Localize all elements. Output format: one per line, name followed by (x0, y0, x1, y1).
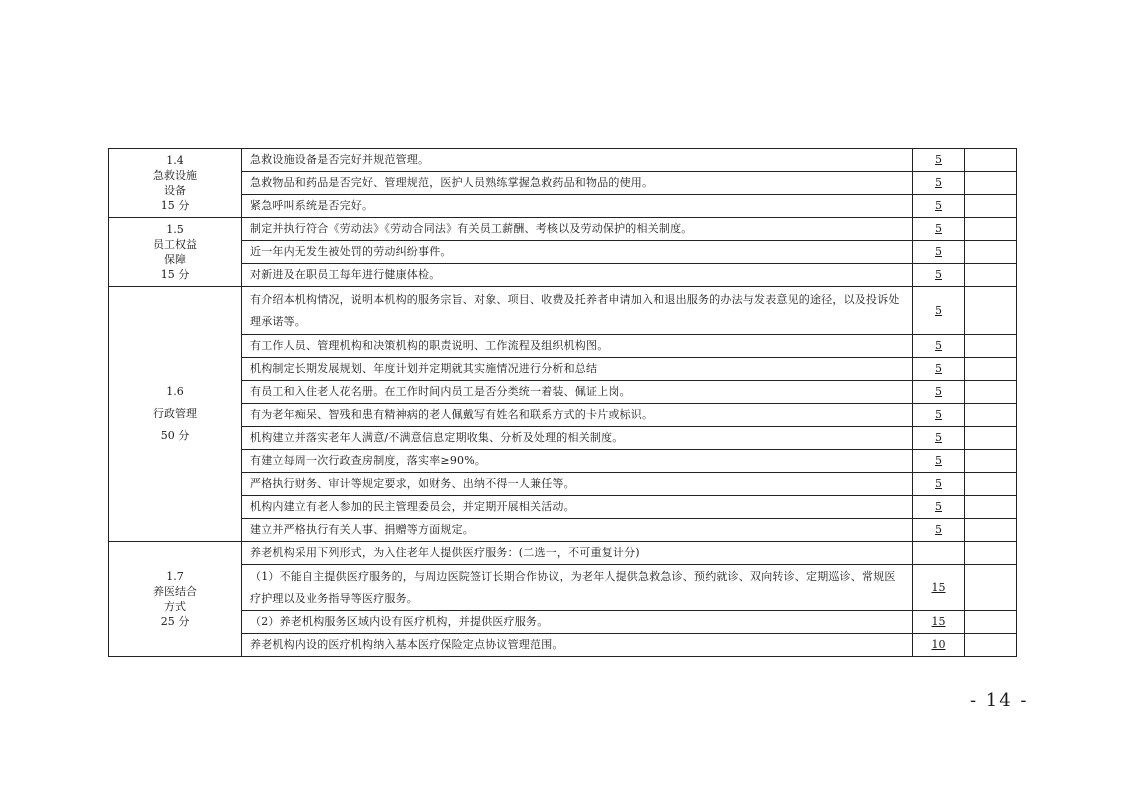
criterion-text: 机构制定长期发展规划、年度计划并定期就其实施情况进行分析和总结 (242, 358, 913, 381)
category-cell-1-5 (109, 218, 242, 287)
category-name: 急救设施 (153, 169, 197, 182)
category-cell-1-7 (109, 542, 242, 657)
criterion-score: 5 (913, 496, 965, 519)
criterion-text: 有员工和入住老人花名册。在工作时间内员工是否分类统一着装、佩证上岗。 (242, 381, 913, 404)
criterion-score: 5 (913, 195, 965, 218)
criterion-score: 15 (913, 565, 965, 611)
category-name: 保障 (164, 253, 186, 266)
criterion-score: 5 (913, 149, 965, 172)
criterion-score (913, 542, 965, 565)
criterion-text: 制定并执行符合《劳动法》《劳动合同法》有关员工薪酬、考核以及劳动保护的相关制度。 (242, 218, 913, 241)
criterion-score: 5 (913, 172, 965, 195)
table-row (109, 496, 1017, 519)
actual-score-cell (965, 611, 1017, 634)
category-code: 1.7 (166, 570, 184, 583)
criterion-score: 5 (913, 404, 965, 427)
category-code: 1.4 (166, 154, 184, 167)
criterion-score: 5 (913, 381, 965, 404)
category-points: 15 分 (160, 268, 190, 281)
criterion-text: 急救设施设备是否完好并规范管理。 (242, 149, 913, 172)
category-points: 50 分 (160, 429, 190, 442)
category-points: 15 分 (160, 199, 190, 212)
actual-score-cell (965, 404, 1017, 427)
category-name: 员工权益 (153, 238, 197, 251)
table-row (109, 335, 1017, 358)
table-row (109, 287, 1017, 335)
table-row (109, 450, 1017, 473)
actual-score-cell (965, 195, 1017, 218)
table-row (109, 195, 1017, 218)
criterion-score: 5 (913, 335, 965, 358)
criterion-text: 有为老年痴呆、智残和患有精神病的老人佩戴写有姓名和联系方式的卡片或标识。 (242, 404, 913, 427)
table-row (109, 542, 1017, 565)
table-row (109, 264, 1017, 287)
category-name: 养医结合 (153, 585, 197, 598)
actual-score-cell (965, 381, 1017, 404)
table-row (109, 565, 1017, 611)
criterion-text: 近一年内无发生被处罚的劳动纠纷事件。 (242, 241, 913, 264)
category-name: 设备 (164, 184, 186, 197)
criterion-score: 5 (913, 218, 965, 241)
actual-score-cell (965, 473, 1017, 496)
table-row (109, 172, 1017, 195)
actual-score-cell (965, 287, 1017, 335)
actual-score-cell (965, 496, 1017, 519)
actual-score-cell (965, 634, 1017, 657)
table-row (109, 358, 1017, 381)
actual-score-cell (965, 218, 1017, 241)
category-code: 1.5 (166, 223, 184, 236)
page-number: - 14 - (970, 690, 1029, 711)
criterion-text: 有介绍本机构情况，说明本机构的服务宗旨、对象、项目、收费及托养者申请加入和退出服务的办法与发表意见的途径，以及投诉处理承诺等。 (242, 287, 913, 335)
table-row (109, 241, 1017, 264)
actual-score-cell (965, 149, 1017, 172)
table-row (109, 473, 1017, 496)
actual-score-cell (965, 542, 1017, 565)
table-row (109, 427, 1017, 450)
criterion-text: 有建立每周一次行政查房制度，落实率≥90%。 (242, 450, 913, 473)
scoring-table (108, 148, 1017, 657)
actual-score-cell (965, 427, 1017, 450)
actual-score-cell (965, 172, 1017, 195)
actual-score-cell (965, 358, 1017, 381)
criterion-score: 5 (913, 427, 965, 450)
criterion-score: 5 (913, 264, 965, 287)
criterion-text: 对新进及在职员工每年进行健康体检。 (242, 264, 913, 287)
table-row (109, 634, 1017, 657)
criterion-score: 5 (913, 358, 965, 381)
actual-score-cell (965, 565, 1017, 611)
criterion-text: （1）不能自主提供医疗服务的，与周边医院签订长期合作协议，为老年人提供急救急诊、预约就诊、双向转诊、定期巡诊、常规医疗护理以及业务指导等医疗服务。 (242, 565, 913, 611)
criterion-score: 10 (913, 634, 965, 657)
category-cell-1-6 (109, 287, 242, 542)
criterion-score: 5 (913, 450, 965, 473)
table-row (109, 519, 1017, 542)
criterion-text: 紧急呼叫系统是否完好。 (242, 195, 913, 218)
criterion-text: 急救物品和药品是否完好、管理规范，医护人员熟练掌握急救药品和物品的使用。 (242, 172, 913, 195)
category-points: 25 分 (160, 615, 190, 628)
actual-score-cell (965, 264, 1017, 287)
criterion-text: 机构建立并落实老年人满意/不满意信息定期收集、分析及处理的相关制度。 (242, 427, 913, 450)
criterion-text: 严格执行财务、审计等规定要求，如财务、出纳不得一人兼任等。 (242, 473, 913, 496)
table-row (109, 149, 1017, 172)
criterion-text: （2）养老机构服务区域内设有医疗机构，并提供医疗服务。 (242, 611, 913, 634)
criterion-score: 5 (913, 287, 965, 335)
criterion-text: 建立并严格执行有关人事、捐赠等方面规定。 (242, 519, 913, 542)
criterion-text: 养老机构采用下列形式，为入住老年人提供医疗服务：(二选一，不可重复计分) (242, 542, 913, 565)
criterion-score: 5 (913, 519, 965, 542)
table-row (109, 404, 1017, 427)
criterion-text: 机构内建立有老人参加的民主管理委员会，并定期开展相关活动。 (242, 496, 913, 519)
actual-score-cell (965, 241, 1017, 264)
actual-score-cell (965, 450, 1017, 473)
criterion-score: 5 (913, 241, 965, 264)
table-row (109, 381, 1017, 404)
category-cell-1-4 (109, 149, 242, 218)
actual-score-cell (965, 519, 1017, 542)
criterion-score: 15 (913, 611, 965, 634)
category-name: 方式 (164, 600, 186, 613)
criterion-score: 5 (913, 473, 965, 496)
category-name: 行政管理 (153, 407, 197, 420)
criterion-text: 养老机构内设的医疗机构纳入基本医疗保险定点协议管理范围。 (242, 634, 913, 657)
criterion-text: 有工作人员、管理机构和决策机构的职责说明、工作流程及组织机构图。 (242, 335, 913, 358)
table-row (109, 218, 1017, 241)
table-row (109, 611, 1017, 634)
actual-score-cell (965, 335, 1017, 358)
category-code: 1.6 (166, 385, 184, 398)
